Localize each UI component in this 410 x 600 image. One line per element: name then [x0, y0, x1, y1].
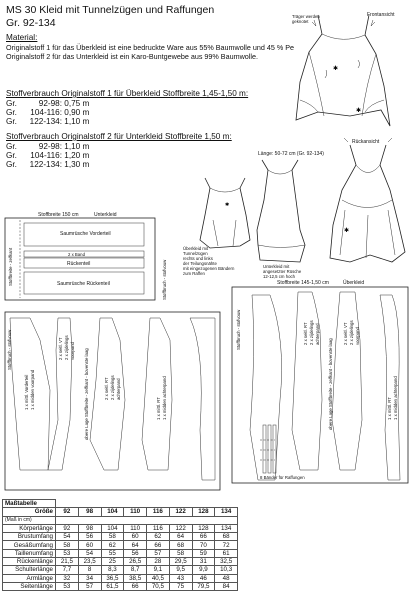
layout1-side: Stoffbreite - zelfkant [8, 247, 13, 286]
layout3-piece-b: voorpand [70, 342, 75, 360]
table-cell: 60 [124, 533, 147, 541]
label-rueckansicht: Rückansicht [352, 139, 380, 145]
table-cell: 66 [147, 541, 170, 549]
table-cell: 34 [78, 574, 101, 582]
layout1-saum-vorne: Saumrüsche Vorderteil [60, 231, 111, 237]
fabric1-row: Gr. 122-134: 1,10 m [6, 117, 90, 126]
size-col: 116 [147, 508, 170, 516]
table-cell: 66 [124, 582, 147, 590]
table-cell: 53 [56, 549, 79, 557]
layout2-piece-a: achterpand [315, 323, 320, 345]
table-cell: 21,5 [56, 558, 79, 566]
table-cell: 26,5 [124, 558, 147, 566]
table-cell: 31 [192, 558, 215, 566]
fabric1-row: Gr. 92-98: 0,75 m [6, 99, 90, 108]
layout3-piece-c: 2 x zijdelings [110, 375, 115, 400]
material-heading: Material: [6, 33, 38, 42]
table-cell: 66 [192, 533, 215, 541]
table-cell: 64 [124, 541, 147, 549]
layout3-piece-c: achterpand [116, 378, 121, 400]
table-cell: 62 [147, 533, 170, 541]
table-cell: 75 [169, 582, 192, 590]
back-dress-drawing [330, 138, 405, 262]
table-cell: 84 [215, 582, 238, 590]
table-row [3, 549, 238, 557]
table-cell: 134 [215, 524, 238, 532]
page-title: MS 30 Kleid mit Tunnelzügen und Raffungen [6, 4, 215, 16]
row-label: Seitenlänge [3, 582, 56, 590]
layout2-piece-c: 1 x midden achterpand [393, 376, 398, 420]
label-frontansicht: Frontansicht [367, 12, 395, 18]
table-cell: 70,5 [147, 582, 170, 590]
layout3-bruch: Stoffbruch - stofvouw [7, 329, 12, 370]
label-traeger: Träger werden geknotet [292, 14, 320, 24]
size-col: 98 [78, 508, 101, 516]
table-cell: 58 [101, 533, 124, 541]
table-cell: 122 [169, 524, 192, 532]
layout1-name: Unterkleid [94, 212, 117, 218]
size-table-header-label: Größe [3, 508, 56, 516]
row-label: Brustumfang [3, 533, 56, 541]
layout2-name: Überkleid [343, 280, 365, 286]
layout2-cutting-plan [232, 287, 408, 483]
fabric2-row: Gr. 104-116: 1,20 m [6, 151, 90, 160]
table-cell: 8,3 [101, 566, 124, 574]
table-cell: 32 [56, 574, 79, 582]
layout1-saum-hinten: Saumrüsche Rückenteil [57, 281, 110, 287]
layout2-piece-a: 2 x seitl. RT [303, 322, 308, 345]
table-cell: 98 [78, 524, 101, 532]
table-cell: 79,5 [192, 582, 215, 590]
layout3-piece-d: 1 x mittl. RT [156, 397, 161, 420]
table-cell: 8,7 [124, 566, 147, 574]
table-cell: 32,5 [215, 558, 238, 566]
layout2-width: Stoffbreite 145-1,50 cm [277, 280, 329, 286]
table-cell: 29,5 [169, 558, 192, 566]
row-label: Rückenlänge [3, 558, 56, 566]
table-cell: 54 [78, 549, 101, 557]
table-cell: 92 [56, 524, 79, 532]
fabric2-row: Gr. 122-134: 1,30 m [6, 160, 90, 169]
row-label: Gesäßumfang [3, 541, 56, 549]
table-cell: 104 [101, 524, 124, 532]
table-cell: 60 [78, 541, 101, 549]
size-col: 122 [169, 508, 192, 516]
material-line-1: Originalstoff 1 für das Überkleid ist eine bedruckte Ware aus 55% Baumwolle und 45 % Pe [6, 43, 295, 52]
table-cell: 9,1 [147, 566, 170, 574]
layout3-piece-a: 1 x mittl. Vorderteil [24, 374, 29, 410]
table-row [3, 524, 238, 532]
table-cell: 7,7 [56, 566, 79, 574]
layout2-baender: 8 Bänder für Raffungen [260, 475, 305, 480]
size-table [2, 499, 238, 591]
table-cell: 68 [169, 541, 192, 549]
table-cell: 10,3 [215, 566, 238, 574]
overdress-small-drawing [200, 178, 250, 248]
layout3-vertical: obere Lage Stoffbreite - zelfkant - bovenste laag [84, 348, 89, 440]
label-unterkleid: Unterkleid mit angesetzter Rüsche 12-12,5 cm hoch [263, 264, 302, 279]
table-row [3, 582, 238, 590]
table-cell: 70 [192, 541, 215, 549]
svg-text:✱: ✱ [225, 202, 230, 208]
table-cell: 128 [192, 524, 215, 532]
front-dress-drawing [296, 15, 390, 126]
table-row [3, 533, 238, 541]
size-col: 134 [215, 508, 238, 516]
table-cell: 46 [192, 574, 215, 582]
layout3-piece-a: 1 x midden voorpand [30, 369, 35, 410]
table-row [3, 541, 238, 549]
fabric2-row: Gr. 92-98: 1,10 m [6, 142, 90, 151]
table-cell: 9,5 [169, 566, 192, 574]
table-cell: 23,5 [78, 558, 101, 566]
table-cell: 36,5 [101, 574, 124, 582]
table-cell: 56 [124, 549, 147, 557]
layout2-piece-b: 2 x zijdelings [349, 320, 354, 345]
svg-text:✱: ✱ [356, 108, 362, 114]
table-cell: 53 [56, 582, 79, 590]
table-cell: 8 [78, 566, 101, 574]
layout1-width: Stoffbreite 150 cm [38, 212, 79, 218]
row-label: Körperlänge [3, 524, 56, 532]
table-cell: 61 [215, 549, 238, 557]
table-cell: 25 [101, 558, 124, 566]
fabric1-row: Gr. 104-116: 0,90 m [6, 108, 90, 117]
underdress-drawing [257, 160, 305, 262]
label-ueberkleid: Überkleid mit Tunnelzügen rechts und links der Teilungsnähte mit eingezogenen Bändern zum Raffen [183, 246, 235, 276]
layout2-bruch: Stoffbruch - stofvouw [236, 309, 241, 350]
table-cell: 48 [215, 574, 238, 582]
size-col: 104 [101, 508, 124, 516]
label-laenge: Länge: 50-72 cm (Gr. 92-134) [258, 151, 324, 157]
size-table-title: Maßtabelle [3, 500, 56, 508]
layout3-cutting-plan [5, 312, 220, 490]
table-cell: 58 [56, 541, 79, 549]
row-label: Armlänge [3, 574, 56, 582]
table-cell: 64 [169, 533, 192, 541]
material-line-2: Originalstoff 2 für das Unterkleid ist ein Karo-Buntgewebe aus 99% Baumwolle. [6, 52, 258, 61]
table-cell: 38,5 [124, 574, 147, 582]
table-cell: 57 [78, 582, 101, 590]
table-cell: 110 [124, 524, 147, 532]
table-row [3, 566, 238, 574]
layout2-piece-c: 1 x mittl. RT [387, 397, 392, 420]
table-cell: 55 [101, 549, 124, 557]
layout3-piece-c: 2 x seitl. RT [104, 377, 109, 400]
size-col: 92 [56, 508, 79, 516]
layout2-piece-b: 2 x seitl. VT [343, 322, 348, 345]
size-range: Gr. 92-134 [6, 17, 56, 29]
table-cell: 57 [147, 549, 170, 557]
layout1-bruch: Stoffbruch - stofvouw [162, 259, 167, 300]
table-cell: 72 [215, 541, 238, 549]
layout1-rueckenteil: Rückenteil [67, 261, 91, 267]
table-row [3, 558, 238, 566]
table-cell: 43 [169, 574, 192, 582]
row-label: Taillenumfang [3, 549, 56, 557]
table-cell: 116 [147, 524, 170, 532]
size-col: 110 [124, 508, 147, 516]
fabric2-heading: Stoffverbrauch Originalstoff 2 für Unterkleid Stoffbreite 1,50 m: [6, 132, 232, 141]
table-cell: 56 [78, 533, 101, 541]
table-cell: 58 [169, 549, 192, 557]
layout3-piece-d: 1 x midden achterpand [162, 376, 167, 420]
svg-text:✱: ✱ [344, 228, 350, 234]
table-cell: 40,5 [147, 574, 170, 582]
table-cell: 54 [56, 533, 79, 541]
table-cell: 9,9 [192, 566, 215, 574]
layout3-piece-b: 2 x zijdelings [64, 335, 69, 360]
size-col: 128 [192, 508, 215, 516]
table-cell: 62 [101, 541, 124, 549]
row-label: Schulterlänge [3, 566, 56, 574]
layout1-band: 2 x Band [68, 252, 85, 257]
svg-text:✱: ✱ [333, 66, 339, 72]
layout2-piece-a: 2 x zijdelings [309, 320, 314, 345]
table-cell: 61,5 [101, 582, 124, 590]
table-cell: 68 [215, 533, 238, 541]
table-cell: 59 [192, 549, 215, 557]
table-cell: 28 [147, 558, 170, 566]
layout3-piece-b: 2 x seitl. VT [58, 337, 63, 360]
table-row [3, 574, 238, 582]
fabric1-heading: Stoffverbrauch Originalstoff 1 für Überkleid Stoffbreite 1,45-1,50 m: [6, 89, 249, 98]
layout2-vertical: obere Lage Stoffbreite - zelfkant - bovenste laag [328, 338, 333, 430]
size-table-unit: (Maß in cm) [3, 516, 56, 524]
layout2-piece-b: voorpand [355, 327, 360, 345]
